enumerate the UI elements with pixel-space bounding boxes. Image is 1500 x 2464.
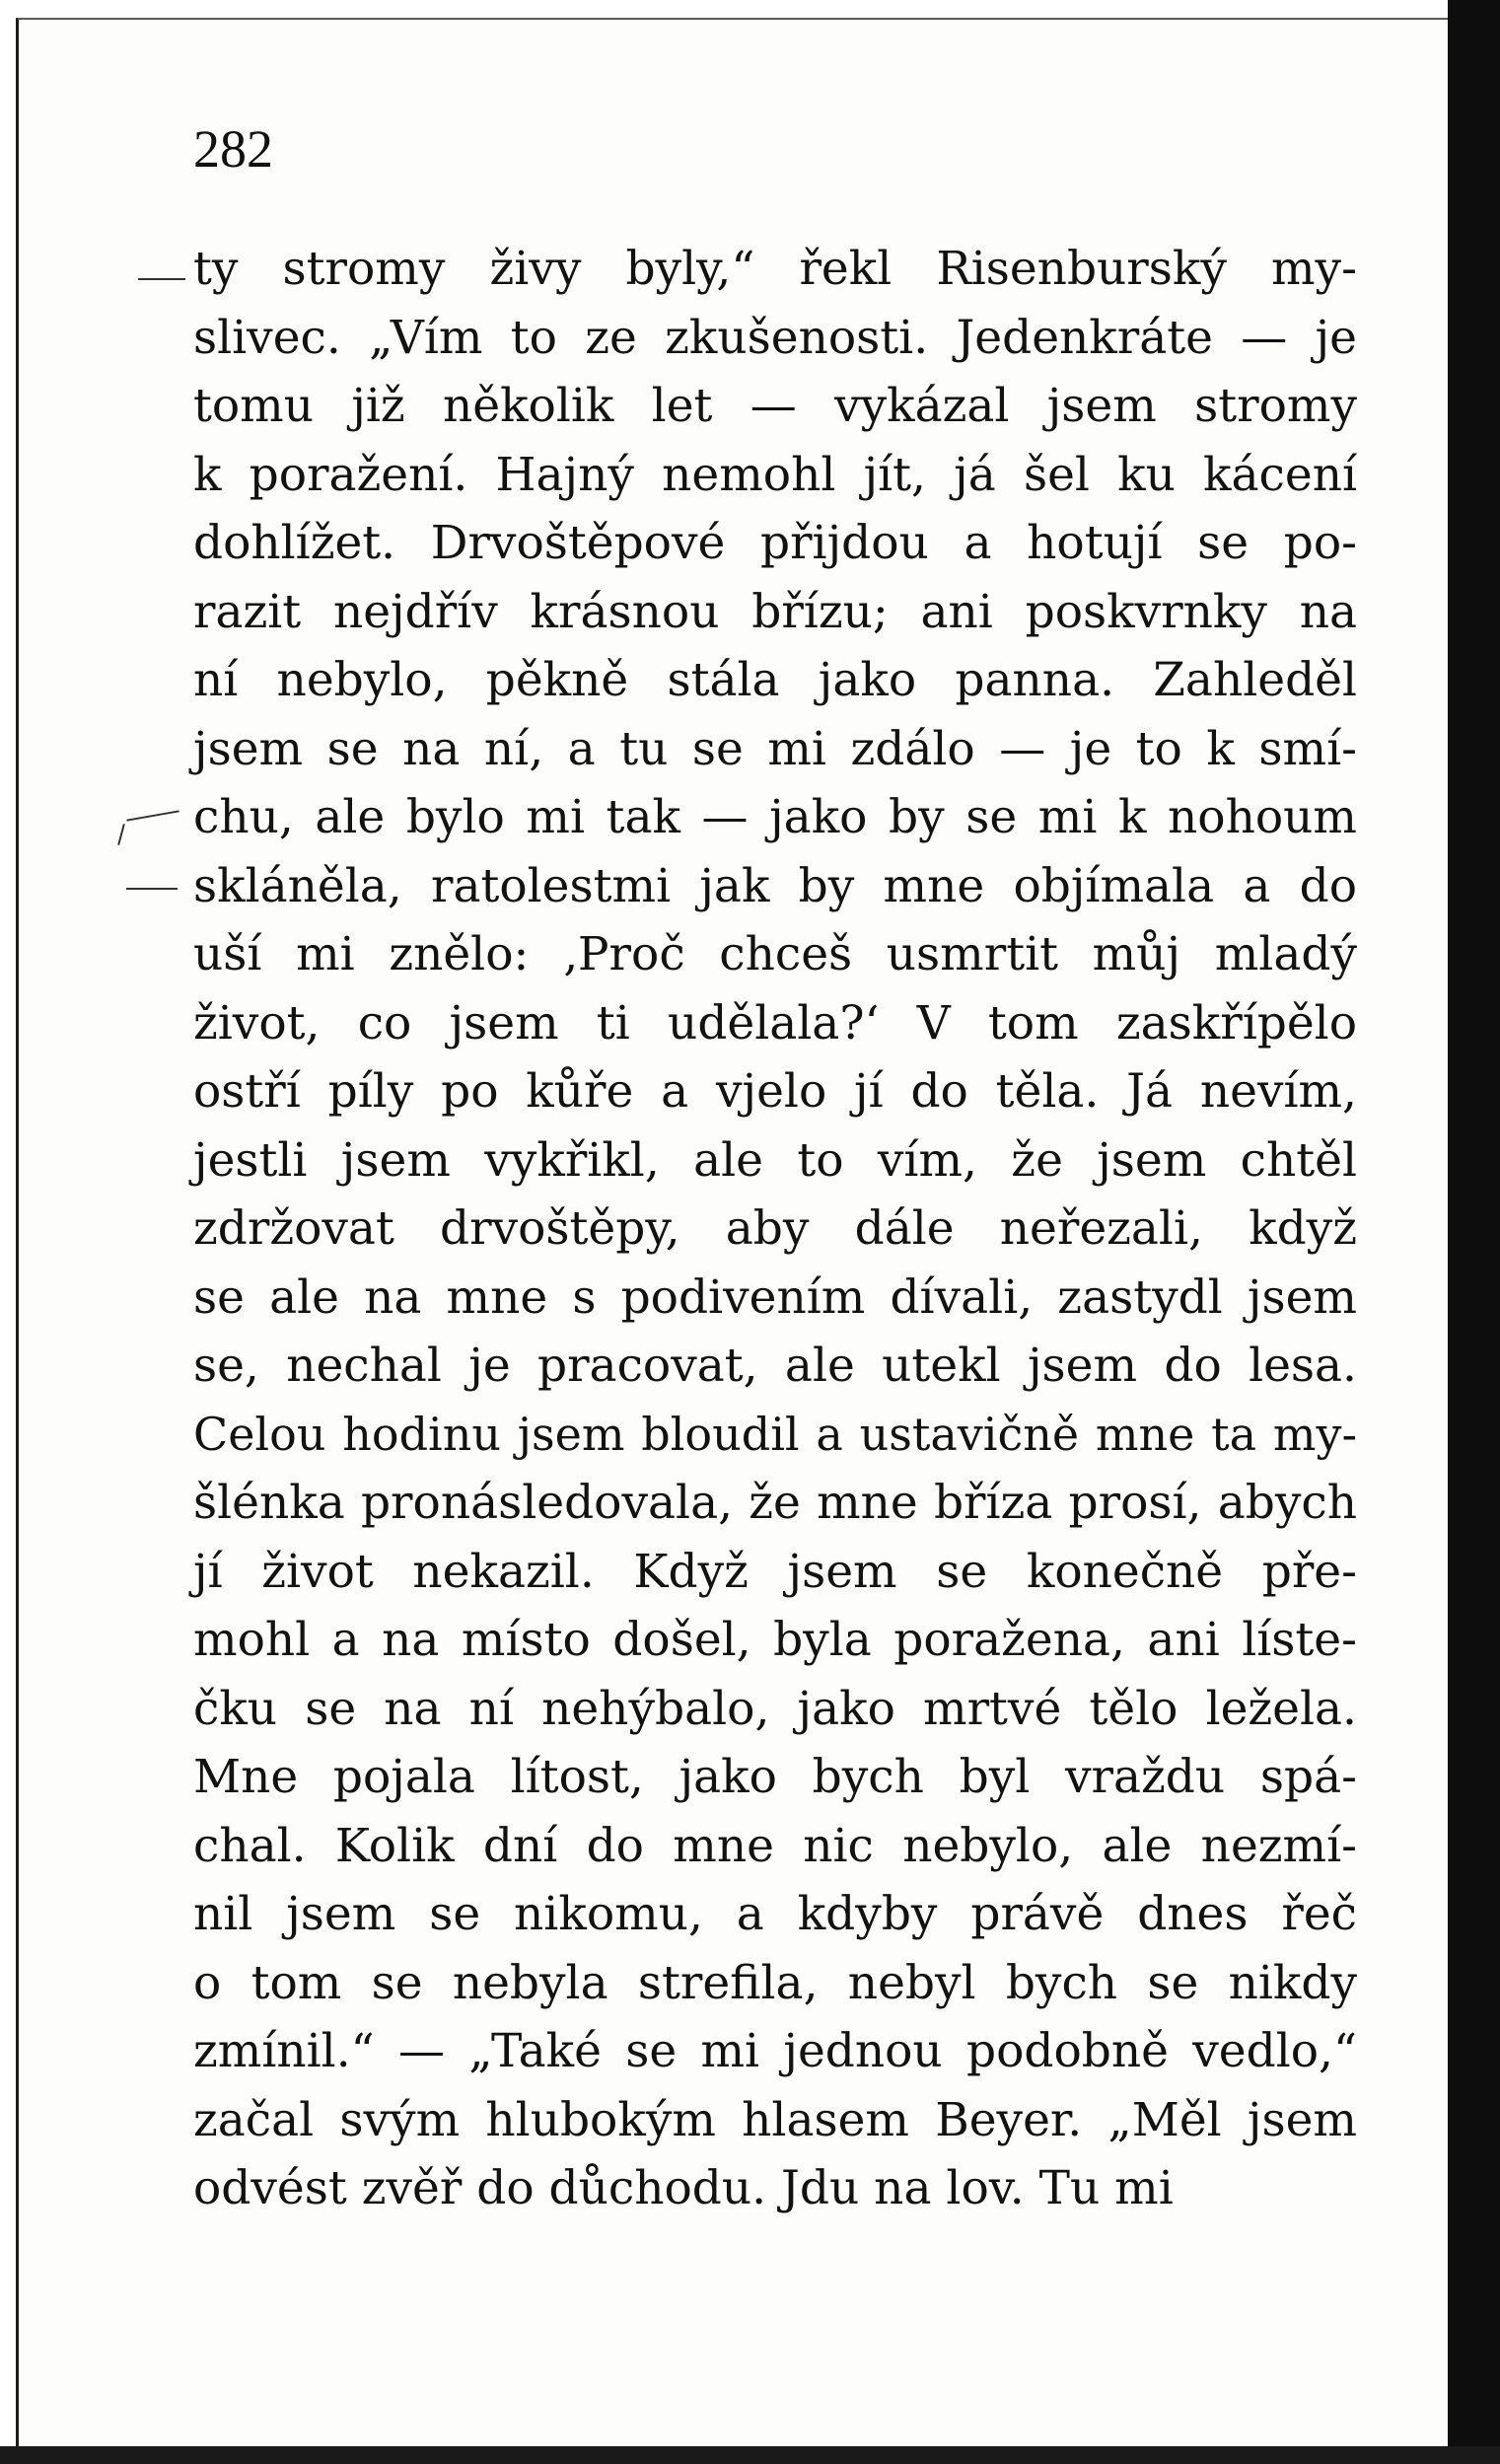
text-line: o tom se nebyla strefila, nebyl bych se nikdy	[193, 1955, 1357, 2010]
text-line: Mne pojala lítost, jako bych byl vraždu spá-	[193, 1750, 1357, 1804]
text-line: jsem se na ní, a tu se mi zdálo — je to k smí-	[193, 721, 1357, 776]
body-text	[193, 235, 1357, 2223]
text-line: slivec. „Vím to ze zkušenosti. Jedenkráte — je	[193, 310, 1357, 365]
text-line: život, co jsem ti udělala?‘ V tom zaskřípělo	[193, 995, 1357, 1051]
text-line: ostří píly po kůře a vjelo jí do těla. Já nevím,	[193, 1064, 1357, 1119]
text-line: zmínil.“ — „Také se mi jednou podobně vedlo,“	[193, 2024, 1357, 2078]
text-line: chal. Kolik dní do mne nic nebylo, ale nezmí-	[193, 1818, 1357, 1873]
text-line: začal svým hlubokým hlasem Beyer. „Měl jsem	[193, 2092, 1357, 2147]
text-line: mohl a na místo došel, byla poražena, ani líste-	[193, 1613, 1357, 1667]
scan-bottom-border	[0, 2446, 1500, 2464]
margin-mark	[138, 278, 185, 280]
scan-right-border	[1448, 0, 1500, 2464]
text-line: ty stromy živy byly,“ řekl Risenburský my-	[193, 242, 1357, 296]
text-line: chu, ale bylo mi tak — jako by se mi k nohoum	[193, 790, 1357, 844]
text-line: čku se na ní nehýbalo, jako mrtvé tělo ležela.	[193, 1681, 1357, 1736]
text-line: jestli jsem vykřikl, ale to vím, že jsem chtěl	[193, 1132, 1357, 1188]
text-line: se ale na mne s podivením dívali, zastydl jsem	[193, 1269, 1357, 1325]
text-line: razit nejdřív krásnou břízu; ani poskvrnky na	[193, 584, 1357, 639]
text-line: nil jsem se nikomu, a kdyby právě dnes řeč	[193, 1887, 1357, 1941]
text-line: tomu již několik let — vykázal jsem stromy	[193, 379, 1357, 433]
text-line: šlénka pronásledovala, že mne bříza prosí, abych	[193, 1476, 1357, 1530]
text-line: k poražení. Hajný nemohl jít, já šel ku kácení	[193, 447, 1357, 502]
text-line: se, nechal je pracovat, ale utekl jsem do lesa.	[193, 1339, 1357, 1393]
text-line: dohlížet. Drvoštěpové přijdou a hotují se po-	[193, 516, 1357, 570]
text-line: zdržovat drvoštěpy, aby dále neřezali, když	[193, 1201, 1357, 1256]
text-line: skláněla, ratolestmi jak by mne objímala a do	[193, 858, 1357, 913]
margin-mark	[126, 888, 178, 890]
text-line: uší mi znělo: ‚Proč chceš usmrtit můj mladý	[193, 927, 1357, 981]
text-line: Celou hodinu jsem bloudil a ustavičně mne ta my-	[193, 1407, 1357, 1461]
page-number: 282	[193, 119, 273, 179]
text-line: jí život nekazil. Když jsem se konečně pře-	[193, 1544, 1357, 1599]
text-line: ní nebylo, pěkně stála jako panna. Zahleděl	[193, 653, 1357, 707]
text-line: odvést zvěř do důchodu. Jdu na lov. Tu mi	[193, 2161, 1174, 2215]
